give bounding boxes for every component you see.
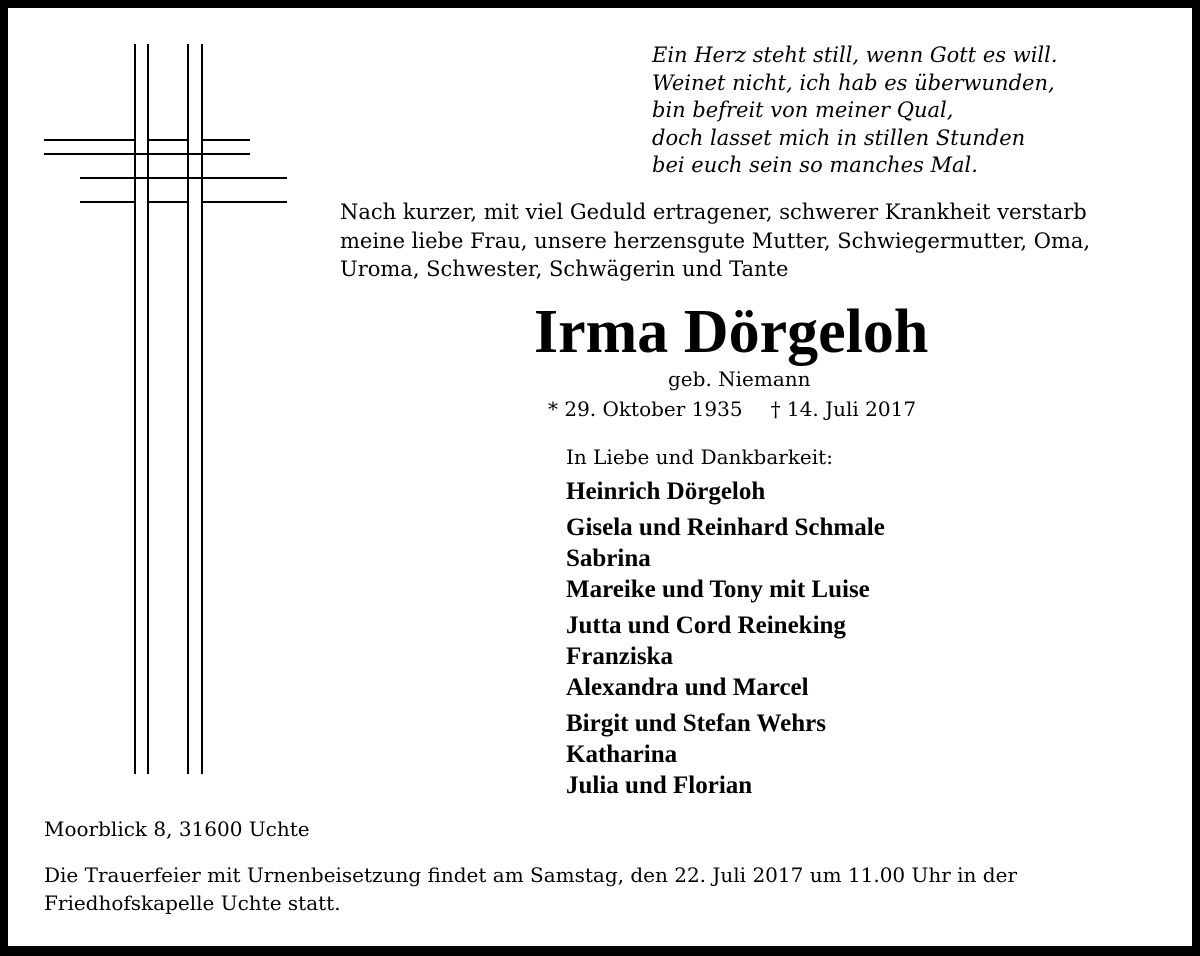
poem-line: bin befreit von meiner Qual, [652, 98, 954, 122]
poem [652, 42, 1058, 180]
intro-text [340, 198, 1090, 284]
poem-line: doch lasset mich in stillen Stunden [652, 125, 1026, 150]
death-date: † 14. Juli 2017 [770, 397, 917, 421]
mourner-name: Katharina [566, 741, 678, 768]
mourner-name: Alexandra und Marcel [566, 674, 809, 701]
mourner-name: Franziska [566, 643, 673, 670]
poem-line: Ein Herz steht still, wenn Gott es will. [652, 43, 1058, 67]
intro-line: Uroma, Schwester, Schwägerin und Tante [340, 257, 789, 281]
service-line: Friedhofskapelle Uchte statt. [44, 891, 341, 915]
poem-line: Weinet nicht, ich hab es überwunden, [652, 70, 1055, 95]
mourner-name: Jutta und Cord Reineking [566, 612, 846, 639]
mourners-list [566, 476, 885, 806]
deceased-name: Irma Dörgeloh [534, 298, 929, 366]
mourner-group [566, 476, 885, 507]
cross-icon [8, 8, 308, 788]
poem-line: bei euch sein so manches Mal. [652, 153, 978, 177]
maiden-name: geb. Niemann [668, 367, 811, 391]
mourner-group [566, 512, 885, 605]
mourner-name: Sabrina [566, 545, 651, 572]
mourner-name: Mareike und Tony mit Luise [566, 576, 870, 603]
obituary-notice [8, 8, 1192, 946]
mourner-name: Julia und Florian [566, 772, 753, 799]
mourners-heading: In Liebe und Dankbarkeit: [566, 445, 833, 469]
birth-date: * 29. Oktober 1935 [548, 397, 743, 421]
intro-line: Nach kurzer, mit viel Geduld ertragener, schwerer Krankheit verstarb [340, 200, 1087, 224]
address: Moorblick 8, 31600 Uchte [44, 817, 310, 841]
mourner-group [566, 610, 885, 703]
mourner-name: Heinrich Dörgeloh [566, 478, 766, 505]
life-dates [548, 396, 916, 422]
intro-line: meine liebe Frau, unsere herzensgute Mutter, Schwiegermutter, Oma, [340, 228, 1091, 253]
service-line: Die Trauerfeier mit Urnenbeisetzung findet am Samstag, den 22. Juli 2017 um 11.00 Uhr in der [44, 863, 1017, 887]
mourner-group [566, 708, 885, 801]
mourner-name: Birgit und Stefan Wehrs [566, 710, 826, 737]
service-info [44, 861, 1017, 917]
mourner-name: Gisela und Reinhard Schmale [566, 514, 885, 541]
